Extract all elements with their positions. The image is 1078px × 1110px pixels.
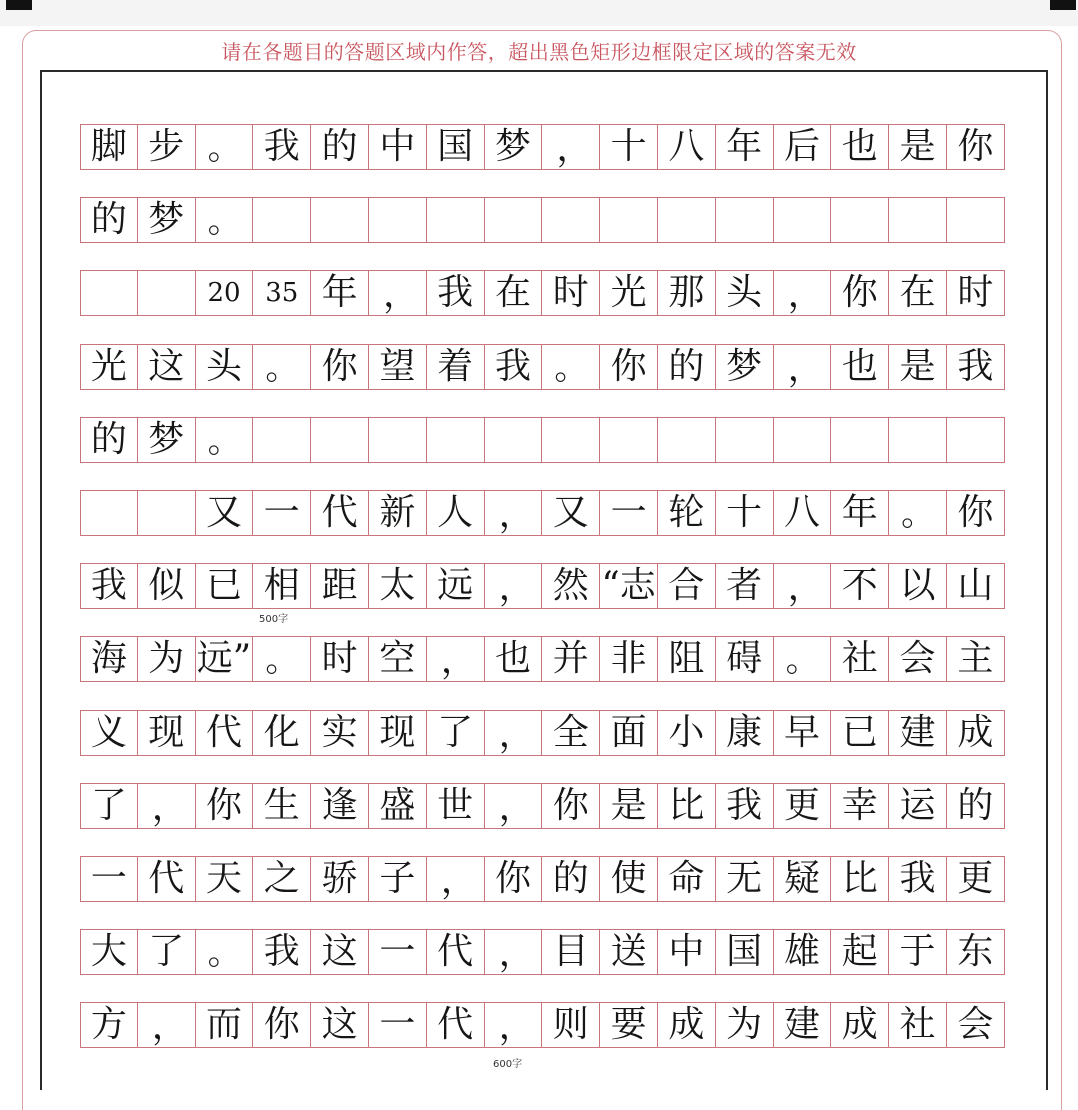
grid-cell: 会 — [947, 1002, 1005, 1048]
grid-cell — [600, 417, 658, 463]
grid-cell: ， — [774, 563, 832, 609]
grid-cell: 的 — [542, 856, 600, 902]
grid-cell: 不 — [831, 563, 889, 609]
grid-cell: 步 — [138, 124, 196, 170]
corner-mark-right — [1050, 0, 1076, 10]
grid-cell: 我 — [80, 563, 138, 609]
grid-cell — [138, 270, 196, 316]
grid-cell — [947, 417, 1005, 463]
grid-cell: 建 — [774, 1002, 832, 1048]
grid-cell — [947, 197, 1005, 243]
grid-cell: 东 — [947, 929, 1005, 975]
grid-cell: 梦 — [485, 124, 543, 170]
grid-cell: 梦 — [716, 344, 774, 390]
grid-cell: 在 — [485, 270, 543, 316]
grid-cell — [889, 417, 947, 463]
grid-cell — [542, 197, 600, 243]
grid-cell: 之 — [253, 856, 311, 902]
grid-cell: 成 — [831, 1002, 889, 1048]
grid-cell: 我 — [427, 270, 485, 316]
grid-cell: 十 — [600, 124, 658, 170]
grid-cell: 以 — [889, 563, 947, 609]
grid-cell: 也 — [485, 636, 543, 682]
grid-cell: 你 — [485, 856, 543, 902]
grid-cell: ， — [485, 710, 543, 756]
grid-cell — [138, 490, 196, 536]
grid-row — [80, 1002, 1005, 1048]
grid-cell: 。 — [253, 636, 311, 682]
grid-cell: 。 — [196, 124, 254, 170]
grid-cell: 头 — [716, 270, 774, 316]
grid-cell: 着 — [427, 344, 485, 390]
grid-cell: 那 — [658, 270, 716, 316]
grid-cell: 代 — [311, 490, 369, 536]
grid-cell: 。 — [196, 417, 254, 463]
grid-cell: 八 — [774, 490, 832, 536]
grid-cell — [774, 417, 832, 463]
grid-cell: 你 — [542, 783, 600, 829]
grid-cell: 的 — [80, 197, 138, 243]
grid-cell: 面 — [600, 710, 658, 756]
grid-cell: 为 — [138, 636, 196, 682]
grid-cell — [311, 197, 369, 243]
grid-cell: 现 — [138, 710, 196, 756]
grid-cell: 合 — [658, 563, 716, 609]
grid-cell: 在 — [889, 270, 947, 316]
grid-cell: 比 — [658, 783, 716, 829]
grid-cell: 。 — [196, 929, 254, 975]
grid-cell: 我 — [716, 783, 774, 829]
grid-cell — [80, 270, 138, 316]
grid-cell — [716, 417, 774, 463]
grid-cell — [369, 417, 427, 463]
grid-cell: 天 — [196, 856, 254, 902]
grid-cell: 的 — [80, 417, 138, 463]
grid-cell: 世 — [427, 783, 485, 829]
grid-cell: ， — [369, 270, 427, 316]
grid-cell: 早 — [774, 710, 832, 756]
grid-cell: 幸 — [831, 783, 889, 829]
grid-cell: 你 — [831, 270, 889, 316]
grid-cell — [427, 197, 485, 243]
grid-cell: 了 — [138, 929, 196, 975]
grid-row — [80, 929, 1005, 975]
answer-area-instruction: 请在各题目的答题区域内作答，超出黑色矩形边框限定区域的答案无效 — [221, 40, 857, 64]
grid-cell: 已 — [831, 710, 889, 756]
grid-cell: 时 — [947, 270, 1005, 316]
top-edge-strip — [0, 0, 1078, 26]
grid-cell: 碍 — [716, 636, 774, 682]
grid-cell: 社 — [889, 1002, 947, 1048]
grid-cell: 一 — [369, 929, 427, 975]
grid-cell: 相 — [253, 563, 311, 609]
grid-cell — [716, 197, 774, 243]
grid-cell: 起 — [831, 929, 889, 975]
grid-cell: 时 — [311, 636, 369, 682]
grid-cell: 十 — [716, 490, 774, 536]
grid-cell: 太 — [369, 563, 427, 609]
grid-cell: 这 — [138, 344, 196, 390]
grid-cell: 。 — [774, 636, 832, 682]
grid-cell: 。 — [196, 197, 254, 243]
grid-cell: 小 — [658, 710, 716, 756]
grid-cell: 你 — [600, 344, 658, 390]
grid-cell: 你 — [947, 124, 1005, 170]
grid-cell — [311, 417, 369, 463]
grid-cell: 命 — [658, 856, 716, 902]
corner-mark-left — [6, 0, 32, 10]
grid-cell: 国 — [716, 929, 774, 975]
grid-cell — [253, 197, 311, 243]
grid-cell: 骄 — [311, 856, 369, 902]
grid-cell: 比 — [831, 856, 889, 902]
grid-cell: ， — [427, 636, 485, 682]
grid-cell: “志 — [600, 563, 658, 609]
grid-cell — [485, 417, 543, 463]
grid-cell: 社 — [831, 636, 889, 682]
grid-cell: 疑 — [774, 856, 832, 902]
grid-cell: 了 — [80, 783, 138, 829]
grid-cell: 雄 — [774, 929, 832, 975]
grid-cell: 大 — [80, 929, 138, 975]
grid-cell: 的 — [947, 783, 1005, 829]
grid-cell: 使 — [600, 856, 658, 902]
grid-cell: 距 — [311, 563, 369, 609]
grid-cell: 实 — [311, 710, 369, 756]
grid-cell: 后 — [774, 124, 832, 170]
grid-cell — [889, 197, 947, 243]
grid-cell: ， — [774, 270, 832, 316]
grid-cell: 会 — [889, 636, 947, 682]
grid-cell: 主 — [947, 636, 1005, 682]
grid-row — [80, 344, 1005, 390]
grid-cell: 你 — [311, 344, 369, 390]
grid-cell: 一 — [369, 1002, 427, 1048]
grid-cell: 20 — [196, 270, 254, 316]
grid-cell: 山 — [947, 563, 1005, 609]
grid-cell: 建 — [889, 710, 947, 756]
grid-cell: 又 — [542, 490, 600, 536]
grid-cell — [253, 417, 311, 463]
grid-cell: 时 — [542, 270, 600, 316]
grid-cell: 则 — [542, 1002, 600, 1048]
grid-cell: 中 — [658, 929, 716, 975]
grid-cell: 我 — [889, 856, 947, 902]
grid-cell: 年 — [831, 490, 889, 536]
grid-cell: 方 — [80, 1002, 138, 1048]
grid-cell: 代 — [427, 929, 485, 975]
grid-cell: 空 — [369, 636, 427, 682]
grid-cell: 是 — [889, 344, 947, 390]
grid-cell: 更 — [947, 856, 1005, 902]
grid-cell: 要 — [600, 1002, 658, 1048]
grid-cell: ， — [427, 856, 485, 902]
grid-cell: 送 — [600, 929, 658, 975]
grid-cell — [542, 417, 600, 463]
grid-cell: 代 — [196, 710, 254, 756]
grid-cell: 中 — [369, 124, 427, 170]
grid-cell: 现 — [369, 710, 427, 756]
grid-row — [80, 124, 1005, 170]
grid-cell: 年 — [716, 124, 774, 170]
grid-cell: 阻 — [658, 636, 716, 682]
grid-cell: 光 — [80, 344, 138, 390]
grid-cell — [831, 417, 889, 463]
grid-cell: 一 — [80, 856, 138, 902]
grid-cell: 这 — [311, 1002, 369, 1048]
grid-cell: 光 — [600, 270, 658, 316]
grid-cell: 更 — [774, 783, 832, 829]
grid-cell: ， — [485, 563, 543, 609]
grid-cell: 成 — [947, 710, 1005, 756]
grid-cell: 人 — [427, 490, 485, 536]
grid-cell: 而 — [196, 1002, 254, 1048]
grid-cell: 我 — [253, 929, 311, 975]
grid-row — [80, 563, 1005, 609]
grid-cell: ， — [138, 1002, 196, 1048]
grid-cell: 于 — [889, 929, 947, 975]
grid-cell: 也 — [831, 344, 889, 390]
grid-cell: 我 — [485, 344, 543, 390]
grid-cell: 35 — [253, 270, 311, 316]
grid-cell: 也 — [831, 124, 889, 170]
grid-cell: 运 — [889, 783, 947, 829]
grid-cell: ， — [485, 490, 543, 536]
grid-cell: 非 — [600, 636, 658, 682]
grid-cell: 为 — [716, 1002, 774, 1048]
grid-cell: 梦 — [138, 197, 196, 243]
grid-cell: 似 — [138, 563, 196, 609]
grid-cell: 康 — [716, 710, 774, 756]
grid-cell: 代 — [138, 856, 196, 902]
grid-cell: ， — [138, 783, 196, 829]
grid-cell: 代 — [427, 1002, 485, 1048]
word-count-marker-600: 600字 — [493, 1059, 523, 1070]
grid-cell: 成 — [658, 1002, 716, 1048]
grid-cell: 。 — [889, 490, 947, 536]
grid-cell: 逢 — [311, 783, 369, 829]
grid-cell: 我 — [947, 344, 1005, 390]
grid-cell: ， — [774, 344, 832, 390]
grid-row — [80, 417, 1005, 463]
grid-cell: 然 — [542, 563, 600, 609]
grid-cell: 远 — [427, 563, 485, 609]
grid-cell: 一 — [600, 490, 658, 536]
grid-cell — [658, 417, 716, 463]
grid-cell — [427, 417, 485, 463]
grid-cell: 目 — [542, 929, 600, 975]
grid-cell: 已 — [196, 563, 254, 609]
grid-cell: 国 — [427, 124, 485, 170]
grid-cell: 化 — [253, 710, 311, 756]
grid-cell: 脚 — [80, 124, 138, 170]
grid-cell: ， — [485, 1002, 543, 1048]
grid-cell: 。 — [542, 344, 600, 390]
grid-row — [80, 490, 1005, 536]
grid-row — [80, 783, 1005, 829]
grid-cell: 盛 — [369, 783, 427, 829]
grid-cell: ， — [542, 124, 600, 170]
grid-cell — [774, 197, 832, 243]
grid-cell: 是 — [600, 783, 658, 829]
grid-cell: ， — [485, 929, 543, 975]
grid-cell: 你 — [196, 783, 254, 829]
grid-cell: ， — [485, 783, 543, 829]
grid-cell: 你 — [947, 490, 1005, 536]
grid-cell — [600, 197, 658, 243]
grid-cell: 又 — [196, 490, 254, 536]
grid-cell: 义 — [80, 710, 138, 756]
grid-cell: 无 — [716, 856, 774, 902]
grid-cell: 远” — [196, 636, 254, 682]
grid-cell — [80, 490, 138, 536]
grid-cell: 的 — [658, 344, 716, 390]
grid-cell: 你 — [253, 1002, 311, 1048]
grid-cell: 并 — [542, 636, 600, 682]
grid-cell: 头 — [196, 344, 254, 390]
grid-row — [80, 270, 1005, 316]
grid-cell: 子 — [369, 856, 427, 902]
grid-cell: 轮 — [658, 490, 716, 536]
grid-row — [80, 710, 1005, 756]
grid-cell: 一 — [253, 490, 311, 536]
grid-row — [80, 636, 1005, 682]
grid-cell — [485, 197, 543, 243]
grid-cell: 梦 — [138, 417, 196, 463]
grid-cell: 是 — [889, 124, 947, 170]
grid-cell — [369, 197, 427, 243]
grid-cell — [831, 197, 889, 243]
grid-cell — [658, 197, 716, 243]
grid-row — [80, 856, 1005, 902]
grid-cell: 我 — [253, 124, 311, 170]
word-count-marker-500: 500字 — [259, 614, 289, 625]
grid-cell: 年 — [311, 270, 369, 316]
grid-cell: 望 — [369, 344, 427, 390]
grid-cell: 者 — [716, 563, 774, 609]
grid-cell: 。 — [253, 344, 311, 390]
grid-cell: 生 — [253, 783, 311, 829]
grid-cell: 八 — [658, 124, 716, 170]
grid-row — [80, 197, 1005, 243]
grid-cell: 新 — [369, 490, 427, 536]
grid-cell: 了 — [427, 710, 485, 756]
grid-cell: 全 — [542, 710, 600, 756]
grid-cell: 的 — [311, 124, 369, 170]
grid-cell: 这 — [311, 929, 369, 975]
grid-cell: 海 — [80, 636, 138, 682]
